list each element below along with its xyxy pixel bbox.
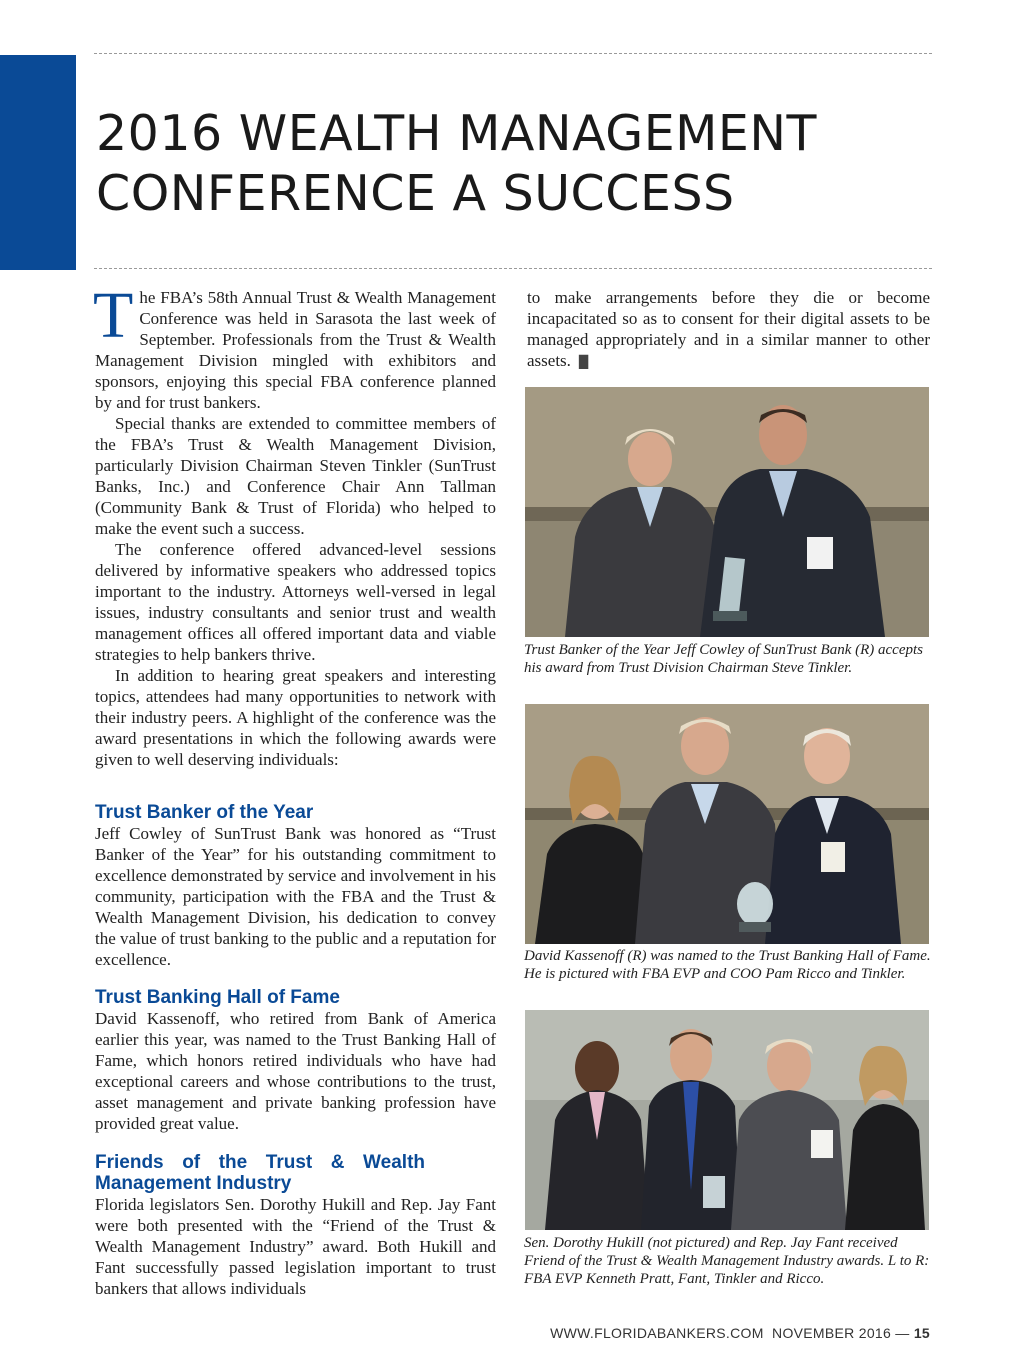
photo-friends-illustration [525, 1010, 929, 1230]
drop-cap: T [93, 279, 134, 352]
continued-paragraph [527, 287, 930, 373]
photo-trust-banker-illustration [525, 387, 929, 637]
intro-paragraph-1 [93, 279, 496, 413]
photo-trust-banker-award [525, 387, 929, 637]
title-line-2: CONFERENCE A SUCCESS [96, 165, 735, 222]
left-column [93, 279, 496, 1299]
intro-paragraph-4: In addition to hearing great speakers and interesting topics, attendees had many opportunities to network with their industry peers. A highlight of the conference was the award presentations in which the following awards were given to well deserving individuals: [95, 666, 496, 769]
intro-paragraph-3: The conference offered advanced-level sessions delivered by informative speakers who addressed topics important to the industry. Attorneys well-versed in legal issues, industry consultants and senior trust and wealth management offices all offered important data and viable strategies to help bankers thrive. [95, 540, 496, 664]
section-body-hall-of-fame: David Kassenoff, who retired from Bank of America earlier this year, was named to the Trust Banking Hall of Fame, which honors retired individuals who have had exceptional careers and whose contributions to the trust, asset management and private banking profession have provided great value. [95, 1009, 496, 1133]
section-heading-hall-of-fame: Trust Banking Hall of Fame [95, 987, 340, 1008]
section-heading-friends: Friends of the Trust & Wealth Management Industry [95, 1152, 425, 1194]
footer-website: WWW.FLORIDABANKERS.COM [550, 1325, 764, 1341]
caption-friends: Sen. Dorothy Hukill (not pictured) and Rep. Jay Fant received Friend of the Trust & Wealth Management Industry awards. L to R: FBA EVP Kenneth Pratt, Fant, Tinkler and Ricco. [524, 1235, 930, 1287]
title-divider [94, 268, 932, 269]
right-column [527, 287, 930, 373]
intro-paragraph-1-text: he FBA’s 58th Annual Trust & Wealth Management Conference was held in Sarasota the last week of September. Professionals from the Trust & Wealth Management Division mingled with exhibitors and sponsors, enjoying this special FBA conference planned by and for trust bankers. [95, 288, 496, 412]
photo-hall-of-fame-illustration [525, 704, 929, 944]
caption-trust-banker: Trust Banker of the Year Jeff Cowley of SunTrust Bank (R) accepts his award from Trust Division Chairman Steve Tinkler. [524, 642, 923, 676]
section-body-friends: Florida legislators Sen. Dorothy Hukill and Rep. Jay Fant were both presented with the “Friend of the Trust & Wealth Management Industry” award. Both Hukill and Fant successfully passed legislation important to trust bankers that allows individuals [95, 1195, 496, 1298]
photo-friends-award [525, 1010, 929, 1230]
section-body-trust-banker: Jeff Cowley of SunTrust Bank was honored as “Trust Banker of the Year” for his outstanding commitment to excellence demonstrated by service and involvement in his community, participation with the FBA and the Trust & Wealth Management Division, his dedication to convey the value of trust banking to the public and a reputation for excellence. [95, 824, 496, 969]
end-mark-icon: █ [578, 355, 589, 369]
continued-paragraph-text: to make arrangements before they die or become incapacitated so as to consent for their digital assets to be managed appropriately and in a similar manner to other assets. [527, 288, 930, 370]
photo-hall-of-fame-award [525, 704, 929, 944]
page-number: 15 [913, 1325, 930, 1341]
title-line-1: 2016 WEALTH MANAGEMENT [96, 105, 817, 162]
intro-paragraph-2: Special thanks are extended to committee members of the FBA’s Trust & Wealth Management Division, particularly Division Chairman Steven Tinkler (SunTrust Banks, Inc.) and Conference Chair Ann Tallman (Community Bank & Trust of Florida) who helped to make the event such a success. [95, 414, 496, 538]
caption-hall-of-fame: David Kassenoff (R) was named to the Trust Banking Hall of Fame. He is pictured with FBA EVP and COO Pam Ricco and Tinkler. [524, 948, 931, 982]
page-footer [550, 1325, 930, 1341]
section-heading-trust-banker: Trust Banker of the Year [95, 802, 314, 823]
top-divider [94, 53, 932, 54]
footer-issue: NOVEMBER 2016 — [772, 1325, 910, 1341]
section-accent-bar [0, 55, 76, 270]
page-title [96, 104, 936, 224]
